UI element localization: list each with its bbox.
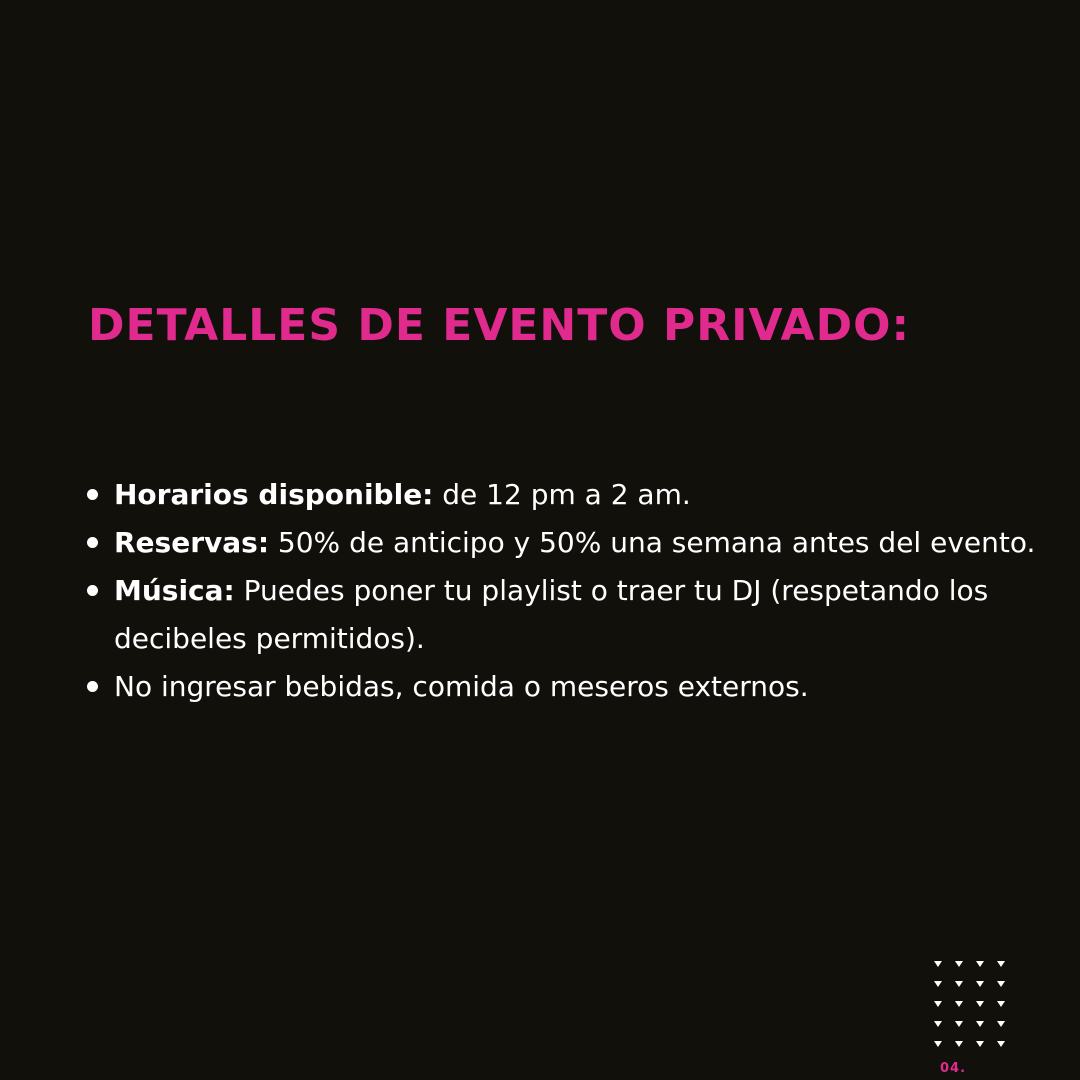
chevron-down-icon (934, 1021, 942, 1027)
chevron-down-grid-icon (934, 961, 1005, 1047)
chevron-down-icon (976, 1021, 984, 1027)
detail-label: Horarios disponible: (114, 478, 434, 511)
bullet-dot-icon (87, 537, 98, 548)
detail-text: 50% de anticipo y 50% una semana antes del evento. (269, 526, 1036, 559)
chevron-down-icon (976, 1001, 984, 1007)
chevron-down-icon (997, 1001, 1005, 1007)
detail-item-horarios (80, 471, 1070, 519)
chevron-down-icon (934, 1041, 942, 1047)
chevron-down-icon (934, 961, 942, 967)
detail-label: Música: (114, 574, 235, 607)
detail-item-bebidas (80, 663, 1070, 711)
chevron-down-icon (976, 1041, 984, 1047)
detail-label: Reservas: (114, 526, 270, 559)
detail-text: Puedes poner tu playlist o traer tu DJ (respetando los decibeles permitidos). (114, 574, 989, 655)
chevron-down-icon (997, 1041, 1005, 1047)
detail-item-musica (80, 567, 1070, 663)
bullet-dot-icon (87, 585, 98, 596)
chevron-down-icon (997, 981, 1005, 987)
chevron-down-icon (955, 1001, 963, 1007)
page-number: 04. (940, 1061, 967, 1076)
chevron-down-icon (955, 1041, 963, 1047)
chevron-down-icon (976, 961, 984, 967)
chevron-down-icon (955, 1021, 963, 1027)
chevron-down-icon (955, 961, 963, 967)
detail-item-reservas (80, 519, 1070, 567)
detail-text: No ingresar bebidas, comida o meseros externos. (114, 670, 809, 703)
detail-text: de 12 pm a 2 am. (433, 478, 691, 511)
chevron-down-icon (955, 981, 963, 987)
chevron-down-icon (997, 961, 1005, 967)
chevron-down-icon (997, 1021, 1005, 1027)
bullet-dot-icon (87, 489, 98, 500)
bullet-dot-icon (87, 681, 98, 692)
chevron-down-icon (976, 981, 984, 987)
event-details-list (80, 471, 1070, 711)
page-title: DETALLES DE EVENTO PRIVADO: (88, 300, 911, 351)
chevron-down-icon (934, 1001, 942, 1007)
chevron-down-icon (934, 981, 942, 987)
